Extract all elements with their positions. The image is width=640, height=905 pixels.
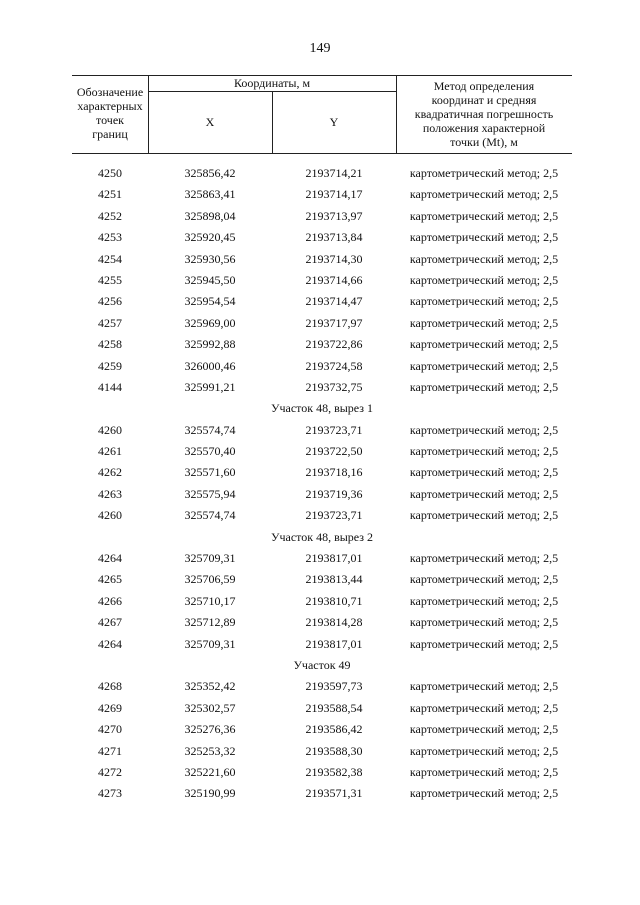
table-row	[72, 163, 572, 184]
method-cell: картометрический метод; 2,5	[409, 187, 559, 202]
page-number: 149	[309, 41, 331, 56]
table-row	[72, 548, 572, 569]
y-cell: 2193714,30	[305, 251, 363, 266]
y-cell: 2193817,01	[305, 636, 363, 651]
table-row	[72, 783, 572, 804]
point-cell: 4273	[98, 786, 122, 801]
y-cell: 2193582,38	[305, 764, 363, 779]
y-cell: 2193588,30	[305, 743, 363, 758]
table-row	[72, 313, 572, 334]
x-cell: 325856,42	[184, 166, 236, 180]
y-cell: 2193713,97	[305, 208, 363, 223]
y-cell: 2193723,71	[305, 422, 363, 437]
x-cell: 325954,54	[184, 294, 236, 309]
x-cell: 325709,31	[184, 636, 236, 651]
table-row	[72, 719, 572, 740]
y-cell: 2193714,47	[305, 294, 363, 309]
y-cell: 2193719,36	[305, 486, 363, 501]
table-row	[72, 462, 572, 483]
x-cell: 325574,74	[184, 422, 236, 437]
method-cell: картометрический метод; 2,5	[409, 679, 559, 694]
x-cell: 325706,59	[184, 572, 236, 587]
y-cell: 2193713,84	[305, 230, 363, 245]
y-cell: 2193722,86	[305, 337, 363, 352]
y-cell: 2193586,42	[305, 722, 363, 737]
table-row	[72, 334, 572, 355]
section-title: Участок 48, вырез 1	[270, 401, 374, 416]
table-body	[72, 163, 572, 805]
method-cell: картометрический метод; 2,5	[409, 508, 559, 523]
x-cell: 325575,94	[184, 486, 236, 501]
x-cell: 326000,46	[184, 358, 236, 373]
point-cell: 4261	[98, 444, 122, 459]
x-cell: 325190,99	[184, 786, 236, 801]
point-cell: 4144	[98, 379, 122, 394]
point-cell: 4264	[98, 636, 122, 651]
point-cell: 4258	[98, 337, 122, 352]
point-column-header: Обозначение характерных точек границ	[76, 85, 144, 141]
table-row	[72, 184, 572, 205]
point-cell: 4255	[98, 272, 122, 287]
y-cell: 2193588,54	[305, 700, 363, 715]
method-cell: картометрический метод; 2,5	[409, 486, 559, 501]
point-cell: 4268	[98, 679, 122, 694]
x-cell: 325991,21	[184, 379, 236, 394]
point-cell: 4257	[98, 315, 122, 330]
x-column-header: X	[205, 115, 215, 129]
y-cell: 2193714,66	[305, 272, 363, 287]
table-row	[72, 291, 572, 312]
x-cell: 325710,17	[184, 593, 236, 608]
x-cell: 325945,50	[184, 272, 236, 287]
y-cell: 2193814,28	[305, 615, 363, 630]
point-cell: 4267	[98, 615, 122, 630]
table-row	[72, 762, 572, 783]
point-cell: 4251	[98, 187, 122, 202]
x-cell: 325992,88	[184, 337, 236, 352]
method-cell: картометрический метод; 2,5	[409, 166, 559, 180]
table-row	[72, 505, 572, 526]
section-title: Участок 48, вырез 2	[270, 529, 374, 544]
table-row	[72, 441, 572, 462]
point-cell: 4259	[98, 358, 122, 373]
method-cell: картометрический метод; 2,5	[409, 358, 559, 373]
x-cell: 325221,60	[184, 764, 236, 779]
point-cell: 4253	[98, 230, 122, 245]
point-cell: 4256	[98, 294, 122, 309]
method-cell: картометрический метод; 2,5	[409, 315, 559, 330]
point-cell: 4269	[98, 700, 122, 715]
x-cell: 325253,32	[184, 743, 236, 758]
table-row	[72, 612, 572, 633]
method-cell: картометрический метод; 2,5	[409, 230, 559, 245]
point-cell: 4260	[98, 422, 122, 437]
y-cell: 2193817,01	[305, 551, 363, 566]
method-cell: картометрический метод; 2,5	[409, 337, 559, 352]
y-cell: 2193723,71	[305, 508, 363, 523]
table-row	[72, 227, 572, 248]
table-row	[72, 634, 572, 655]
table-row	[72, 206, 572, 227]
y-cell: 2193571,31	[305, 786, 363, 801]
y-cell: 2193714,21	[305, 166, 363, 180]
method-cell: картометрический метод; 2,5	[409, 572, 559, 587]
x-cell: 325571,60	[184, 465, 236, 480]
point-cell: 4265	[98, 572, 122, 587]
method-cell: картометрический метод; 2,5	[409, 379, 559, 394]
method-cell: картометрический метод; 2,5	[409, 251, 559, 266]
point-cell: 4266	[98, 593, 122, 608]
y-cell: 2193810,71	[305, 593, 363, 608]
table-row	[72, 741, 572, 762]
y-column-header: Y	[329, 115, 339, 129]
table-row	[72, 420, 572, 441]
point-cell: 4263	[98, 486, 122, 501]
table-header	[72, 75, 572, 153]
method-cell: картометрический метод; 2,5	[409, 615, 559, 630]
x-cell: 325352,42	[184, 679, 236, 694]
y-cell: 2193724,58	[305, 358, 363, 373]
y-cell: 2193732,75	[305, 379, 363, 394]
y-cell: 2193813,44	[305, 572, 363, 587]
table-row	[72, 591, 572, 612]
table-row	[72, 249, 572, 270]
method-cell: картометрический метод; 2,5	[409, 743, 559, 758]
x-cell: 325709,31	[184, 551, 236, 566]
y-cell: 2193718,16	[305, 465, 363, 480]
x-cell: 325574,74	[184, 508, 236, 523]
point-cell: 4254	[98, 251, 122, 266]
table-row	[72, 484, 572, 505]
y-cell: 2193597,73	[305, 679, 363, 694]
table-row	[72, 270, 572, 291]
x-cell: 325898,04	[184, 208, 236, 223]
section-title: Участок 49	[293, 657, 351, 672]
point-cell: 4264	[98, 551, 122, 566]
point-cell: 4271	[98, 743, 122, 758]
x-cell: 325930,56	[184, 251, 236, 266]
y-cell: 2193714,17	[305, 187, 363, 202]
method-cell: картометрический метод; 2,5	[409, 272, 559, 287]
method-cell: картометрический метод; 2,5	[409, 722, 559, 737]
point-cell: 4262	[98, 465, 122, 480]
method-cell: картометрический метод; 2,5	[409, 422, 559, 437]
table-row	[72, 377, 572, 398]
method-cell: картометрический метод; 2,5	[409, 208, 559, 223]
method-cell: картометрический метод; 2,5	[409, 444, 559, 459]
method-cell: картометрический метод; 2,5	[409, 551, 559, 566]
header-bottom-rule	[72, 153, 572, 154]
method-cell: картометрический метод; 2,5	[409, 636, 559, 651]
coordinates-group-header: Координаты, м	[233, 76, 311, 90]
point-cell: 4252	[98, 208, 122, 223]
y-cell: 2193722,50	[305, 444, 363, 459]
method-cell: картометрический метод; 2,5	[409, 764, 559, 779]
method-cell: картометрический метод; 2,5	[409, 294, 559, 309]
x-cell: 325570,40	[184, 444, 236, 459]
method-cell: картометрический метод; 2,5	[409, 700, 559, 715]
table-row	[72, 569, 572, 590]
x-cell: 325920,45	[184, 230, 236, 245]
point-cell: 4272	[98, 764, 122, 779]
method-cell: картометрический метод; 2,5	[409, 786, 559, 801]
method-cell: картометрический метод; 2,5	[409, 465, 559, 480]
x-cell: 325863,41	[184, 187, 236, 202]
point-cell: 4270	[98, 722, 122, 737]
method-column-header: Метод определения координат и средняя квадратичная погрешность положения характерной точки (Mt), м	[414, 79, 554, 149]
table-row	[72, 676, 572, 697]
point-cell: 4260	[98, 508, 122, 523]
method-cell: картометрический метод; 2,5	[409, 593, 559, 608]
table-row	[72, 698, 572, 719]
y-cell: 2193717,97	[305, 315, 363, 330]
x-cell: 325276,36	[184, 722, 236, 737]
table-row	[72, 356, 572, 377]
x-cell: 325302,57	[184, 700, 236, 715]
point-cell: 4250	[98, 166, 122, 180]
x-cell: 325969,00	[184, 315, 236, 330]
x-cell: 325712,89	[184, 615, 236, 630]
